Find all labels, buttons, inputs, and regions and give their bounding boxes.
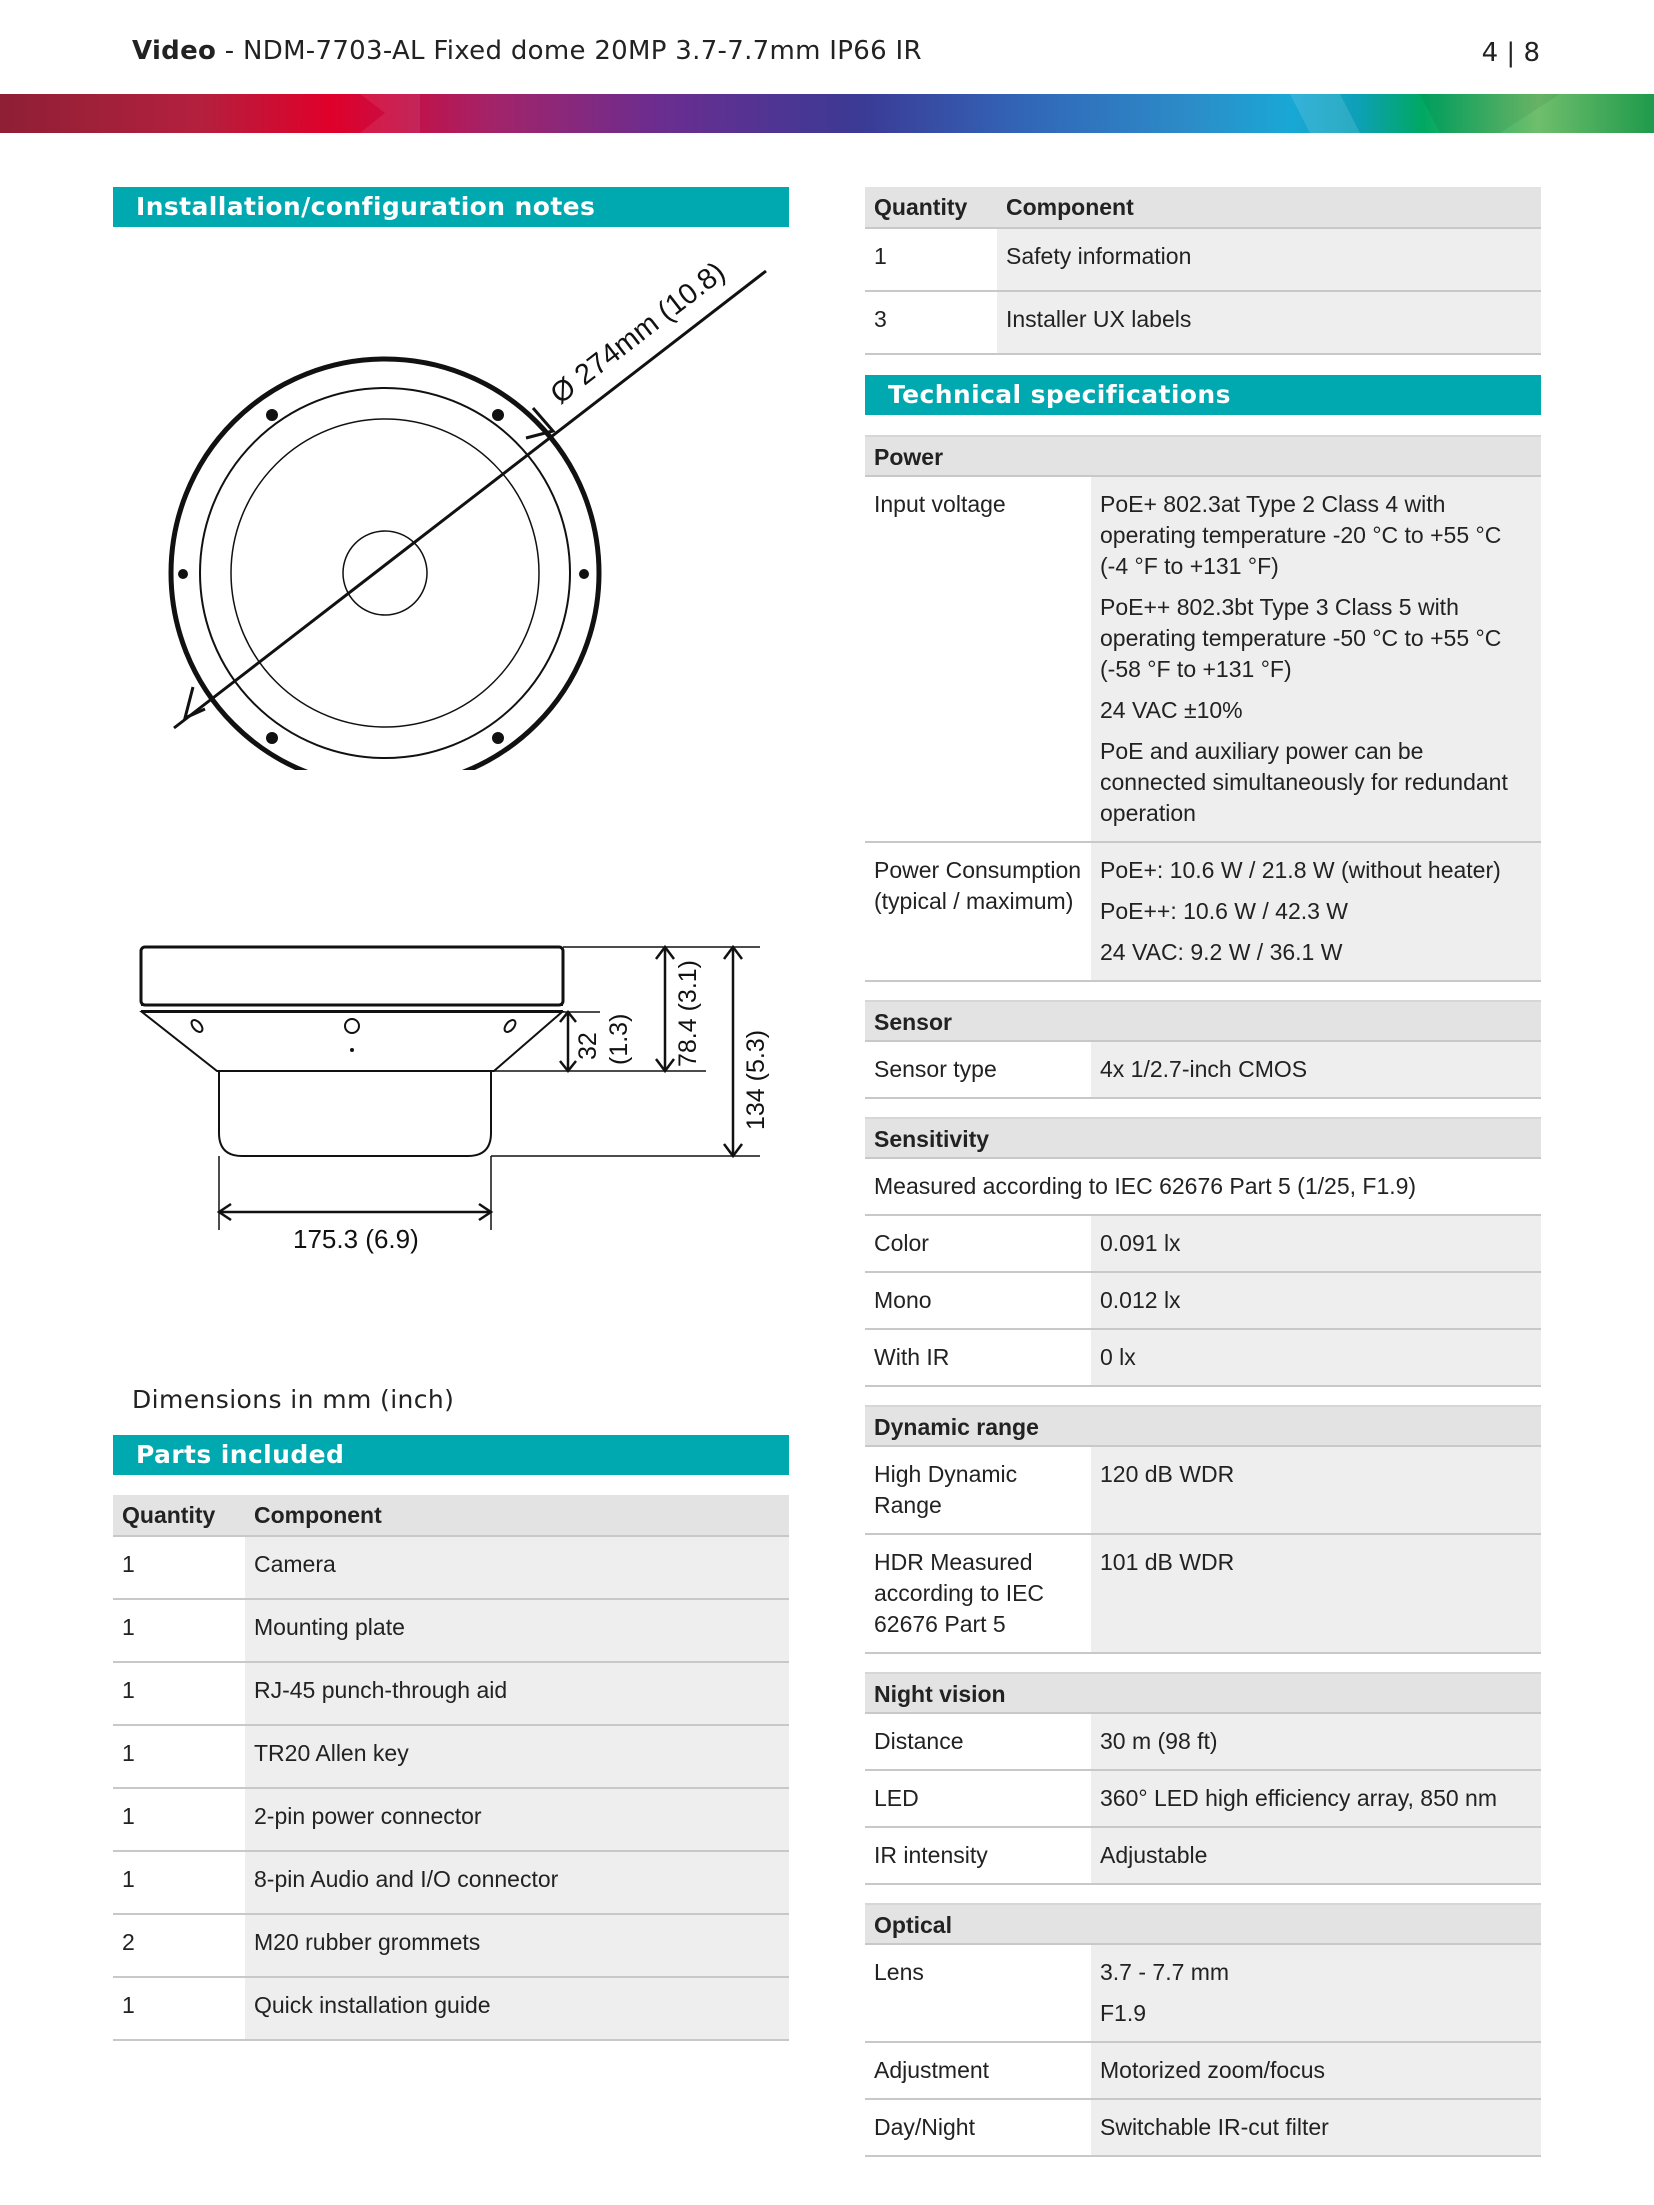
table-row xyxy=(865,1945,1541,2042)
qty-cell: 3 xyxy=(865,291,997,354)
dynamic-range-table xyxy=(865,1447,1541,1654)
night-vision-section xyxy=(865,1672,1541,1885)
qty-cell: 1 xyxy=(113,1662,245,1725)
qty-cell: 2 xyxy=(113,1914,245,1977)
lens-value xyxy=(1091,1945,1541,2042)
parts-included-header: Parts included xyxy=(113,1435,789,1475)
component-cell: 2-pin power connector xyxy=(245,1788,789,1851)
with-ir-label: With IR xyxy=(865,1329,1091,1386)
component-cell: 8-pin Audio and I/O connector xyxy=(245,1851,789,1914)
camera-top-view-drawing xyxy=(150,250,800,770)
quantity-column-header: Quantity xyxy=(113,1495,245,1536)
table-row xyxy=(113,1662,789,1725)
day-night-value: Switchable IR-cut filter xyxy=(1091,2099,1541,2156)
table-row xyxy=(865,2042,1541,2099)
component-cell: M20 rubber grommets xyxy=(245,1914,789,1977)
table-row xyxy=(865,1329,1541,1386)
hdr-label: High Dynamic Range xyxy=(865,1447,1091,1534)
qty-cell: 1 xyxy=(113,1851,245,1914)
height-134-label: 134 (5.3) xyxy=(742,1029,770,1130)
mono-value: 0.012 lx xyxy=(1091,1272,1541,1329)
spec-line: PoE+: 10.6 W / 21.8 W (without heater) xyxy=(1100,857,1501,883)
night-vision-table xyxy=(865,1714,1541,1885)
power-section xyxy=(865,435,1541,982)
component-column-header: Component xyxy=(997,187,1541,228)
spec-line: 3.7 - 7.7 mm xyxy=(1100,1959,1230,1985)
spec-line: 24 VAC: 9.2 W / 36.1 W xyxy=(1100,939,1343,965)
optical-heading: Optical xyxy=(865,1903,1541,1945)
mono-label: Mono xyxy=(865,1272,1091,1329)
table-row xyxy=(865,1447,1541,1534)
adjustment-value: Motorized zoom/focus xyxy=(1091,2042,1541,2099)
spec-line: PoE and auxiliary power can be connected simultaneously for redundant operation xyxy=(1100,738,1508,826)
power-consumption-label: Power Consumption (typical / maximum) xyxy=(865,842,1091,981)
technical-specifications-header: Technical specifications xyxy=(865,375,1541,415)
table-row xyxy=(865,291,1541,354)
distance-value: 30 m (98 ft) xyxy=(1091,1714,1541,1770)
component-column-header: Component xyxy=(245,1495,789,1536)
component-cell: Installer UX labels xyxy=(997,291,1541,354)
power-table xyxy=(865,477,1541,982)
table-row xyxy=(113,1977,789,2040)
parts-table xyxy=(113,1495,789,2041)
qty-cell: 1 xyxy=(113,1725,245,1788)
day-night-label: Day/Night xyxy=(865,2099,1091,2156)
page-header xyxy=(0,0,1654,94)
sensor-heading: Sensor xyxy=(865,1000,1541,1042)
component-cell: Mounting plate xyxy=(245,1599,789,1662)
table-header-row xyxy=(865,187,1541,228)
sensor-type-value: 4x 1/2.7-inch CMOS xyxy=(1091,1042,1541,1098)
document-title: Video - NDM-7703-AL Fixed dome 20MP 3.7-7.7mm IP66 IR xyxy=(132,36,922,66)
hdr-value: 120 dB WDR xyxy=(1091,1447,1541,1534)
sensor-type-label: Sensor type xyxy=(865,1042,1091,1098)
spec-line: 24 VAC ±10% xyxy=(1100,697,1243,723)
sensitivity-note: Measured according to IEC 62676 Part 5 (1/25, F1.9) xyxy=(865,1159,1541,1215)
component-cell: RJ-45 punch-through aid xyxy=(245,1662,789,1725)
parts-included-section xyxy=(113,1435,789,2041)
color-label: Color xyxy=(865,1215,1091,1272)
sensor-section xyxy=(865,1000,1541,1099)
dimensions-caption: Dimensions in mm (inch) xyxy=(132,1385,455,1414)
spec-line: PoE++: 10.6 W / 42.3 W xyxy=(1100,898,1349,924)
table-row xyxy=(113,1725,789,1788)
table-row xyxy=(113,1914,789,1977)
spec-line: PoE++ 802.3bt Type 3 Class 5 with operating temperature -50 °C to +55 °C (-58 °F to +131 °F) xyxy=(1100,594,1502,682)
color-value: 0.091 lx xyxy=(1091,1215,1541,1272)
component-cell: Quick installation guide xyxy=(245,1977,789,2040)
table-header-row xyxy=(113,1495,789,1536)
spec-line: PoE+ 802.3at Type 2 Class 4 with operating temperature -20 °C to +55 °C (-4 °F to +131 °F) xyxy=(1100,491,1502,579)
left-column xyxy=(113,187,789,227)
led-value: 360° LED high efficiency array, 850 nm xyxy=(1091,1770,1541,1827)
component-cell: Safety information xyxy=(997,228,1541,291)
input-voltage-label: Input voltage xyxy=(865,477,1091,842)
night-vision-heading: Night vision xyxy=(865,1672,1541,1714)
table-row xyxy=(865,1827,1541,1884)
table-row xyxy=(865,1159,1541,1215)
table-row xyxy=(865,1534,1541,1653)
sensitivity-heading: Sensitivity xyxy=(865,1117,1541,1159)
ir-intensity-label: IR intensity xyxy=(865,1827,1091,1884)
table-row xyxy=(865,842,1541,981)
power-consumption-value xyxy=(1091,842,1541,981)
sensitivity-section xyxy=(865,1117,1541,1387)
qty-cell: 1 xyxy=(865,228,997,291)
adjustment-label: Adjustment xyxy=(865,2042,1091,2099)
page-number: 4 | 8 xyxy=(1481,38,1540,68)
qty-cell: 1 xyxy=(113,1788,245,1851)
hdr-measured-label: HDR Measured according to IEC 62676 Part 5 xyxy=(865,1534,1091,1653)
height-32-inch-label: (1.3) xyxy=(605,1013,633,1065)
table-row xyxy=(865,2099,1541,2156)
table-row xyxy=(113,1788,789,1851)
table-row xyxy=(113,1599,789,1662)
dynamic-range-section xyxy=(865,1405,1541,1654)
diameter-dimension-label: Ø 274mm (10.8) xyxy=(544,256,732,411)
table-row xyxy=(865,1272,1541,1329)
height-32-label: 32 xyxy=(574,1032,602,1060)
camera-side-view-drawing xyxy=(130,930,780,1260)
installation-notes-header: Installation/configuration notes xyxy=(113,187,789,227)
qty-cell: 1 xyxy=(113,1536,245,1599)
table-row xyxy=(865,228,1541,291)
right-column xyxy=(865,187,1541,2157)
qty-cell: 1 xyxy=(113,1977,245,2040)
parts-table-continued xyxy=(865,187,1541,355)
hdr-measured-value: 101 dB WDR xyxy=(1091,1534,1541,1653)
spec-line: F1.9 xyxy=(1100,2000,1147,2026)
sensitivity-table xyxy=(865,1159,1541,1387)
sensor-table xyxy=(865,1042,1541,1099)
table-row xyxy=(865,477,1541,842)
lens-label: Lens xyxy=(865,1945,1091,2042)
table-row xyxy=(113,1536,789,1599)
ir-intensity-value: Adjustable xyxy=(1091,1827,1541,1884)
with-ir-value: 0 lx xyxy=(1091,1329,1541,1386)
input-voltage-value xyxy=(1091,477,1541,842)
led-label: LED xyxy=(865,1770,1091,1827)
power-heading: Power xyxy=(865,435,1541,477)
quantity-column-header: Quantity xyxy=(865,187,997,228)
table-row xyxy=(865,1714,1541,1770)
table-row xyxy=(113,1851,789,1914)
optical-section xyxy=(865,1903,1541,2157)
brand-color-stripe xyxy=(0,94,1654,133)
table-row xyxy=(865,1042,1541,1098)
dynamic-range-heading: Dynamic range xyxy=(865,1405,1541,1447)
width-dimension-label: 175.3 (6.9) xyxy=(293,1224,419,1254)
component-cell: Camera xyxy=(245,1536,789,1599)
optical-table xyxy=(865,1945,1541,2157)
qty-cell: 1 xyxy=(113,1599,245,1662)
component-cell: TR20 Allen key xyxy=(245,1725,789,1788)
height-78-label: 78.4 (3.1) xyxy=(674,959,702,1067)
table-row xyxy=(865,1770,1541,1827)
table-row xyxy=(865,1215,1541,1272)
distance-label: Distance xyxy=(865,1714,1091,1770)
